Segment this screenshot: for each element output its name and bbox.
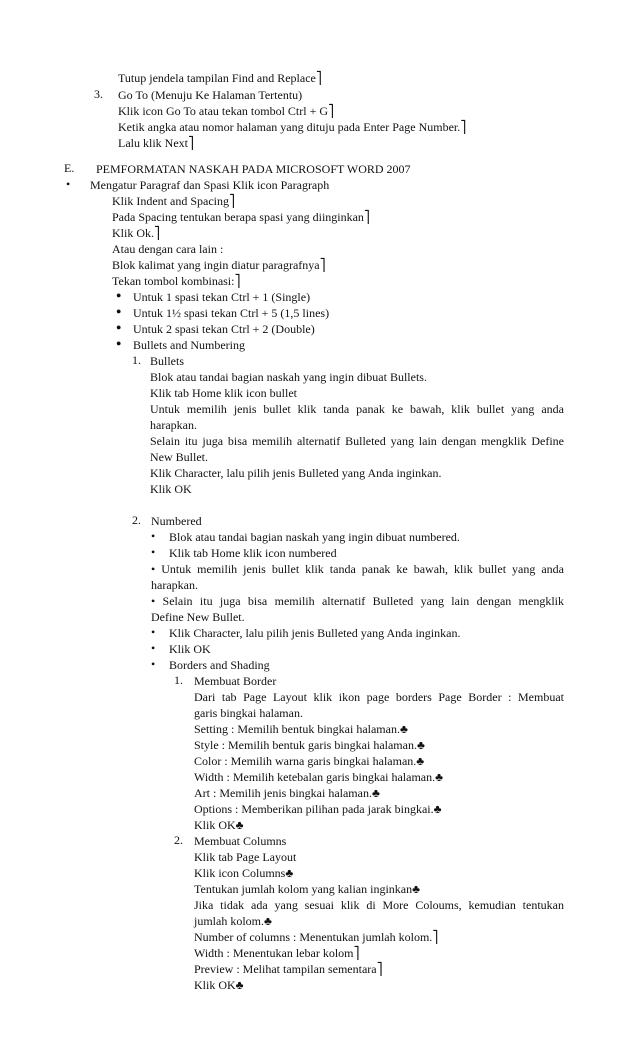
text-line: Klik icon Go To atau tekan tombol Ctrl + G⎤ (118, 104, 335, 118)
text-line: • Selain itu juga bisa memilih alternatif Bulleted yang lain dengan mengklik (151, 594, 564, 608)
text-line: Setting : Memilih bentuk bingkai halaman.♣ (194, 722, 408, 736)
list-item-text: Mengatur Paragraf dan Spasi Klik icon Paragraph (90, 178, 330, 192)
text-line: Ketik angka atau nomor halaman yang dituju pada Enter Page Number.⎤ (118, 120, 467, 134)
list-item-text: Numbered (151, 514, 202, 528)
bullet-marker: • (151, 545, 156, 559)
text-line: Klik OK♣ (194, 818, 244, 832)
text-line: Style : Memilih bentuk garis bingkai halaman.♣ (194, 738, 425, 752)
text-line: Dari tab Page Layout klik ikon page borders Page Border : Membuat (194, 690, 564, 704)
bullet-marker: • (151, 529, 156, 543)
bullet-marker: • (151, 641, 156, 655)
list-item-text: Go To (Menuju Ke Halaman Tertentu) (118, 88, 303, 102)
text-line: Define New Bullet. (151, 610, 245, 624)
text-line: Klik tab Page Layout (194, 850, 297, 864)
list-item-text: Bullets (150, 354, 185, 368)
section-heading: PEMFORMATAN NASKAH PADA MICROSOFT WORD 2007 (96, 162, 411, 176)
section-letter: E. (64, 161, 75, 175)
list-number: 1. (132, 353, 141, 367)
list-item-text: Bullets and Numbering (133, 338, 245, 352)
text-line: Width : Menentukan lebar kolom⎤ (194, 946, 360, 960)
text-line: Untuk memilih jenis bullet klik tanda panak ke bawah, klik bullet yang anda (150, 402, 564, 416)
text-line: garis bingkai halaman. (194, 706, 303, 720)
text-line: Tekan tombol kombinasi:⎤ (112, 274, 241, 288)
list-number: 2. (174, 833, 183, 847)
list-item-text: Klik tab Home klik icon numbered (169, 546, 337, 560)
text-line: Number of columns : Menentukan jumlah kolom.⎤ (194, 930, 439, 944)
bullet-marker: ● (116, 338, 122, 348)
text-line: jumlah kolom.♣ (194, 914, 272, 928)
text-line: Lalu klik Next⎤ (118, 136, 194, 150)
text-line: Klik OK♣ (194, 978, 244, 992)
list-item-text: Borders and Shading (169, 658, 270, 672)
text-line: New Bullet. (150, 450, 208, 464)
text-line: Tutup jendela tampilan Find and Replace⎤ (118, 71, 322, 85)
list-item-text: Klik Character, lalu pilih jenis Bulleted yang Anda inginkan. (169, 626, 461, 640)
bullet-marker: ● (116, 290, 122, 300)
text-line: Tentukan jumlah kolom yang kalian inginkan♣ (194, 882, 420, 896)
text-line: Atau dengan cara lain : (112, 242, 224, 256)
list-item-text: Membuat Columns (194, 834, 287, 848)
list-item-text: Untuk 1½ spasi tekan Ctrl + 5 (1,5 lines) (133, 306, 330, 320)
text-line: Klik Ok.⎤ (112, 226, 160, 240)
list-item-text: Untuk 2 spasi tekan Ctrl + 2 (Double) (133, 322, 315, 336)
list-item-text: Untuk 1 spasi tekan Ctrl + 1 (Single) (133, 290, 311, 304)
bullet-marker: • (151, 657, 156, 671)
bullet-marker: • (66, 177, 71, 191)
bullet-marker: ● (116, 306, 122, 316)
text-line: Blok atau tandai bagian naskah yang ingin dibuat Bullets. (150, 370, 427, 384)
text-line: Options : Memberikan pilihan pada jarak bingkai.♣ (194, 802, 442, 816)
list-item-text: Membuat Border (194, 674, 277, 688)
text-line: Width : Memilih ketebalan garis bingkai halaman.♣ (194, 770, 443, 784)
bullet-marker: ● (116, 322, 122, 332)
text-line: Pada Spacing tentukan berapa spasi yang diinginkan⎤ (112, 210, 370, 224)
text-line: Preview : Melihat tampilan sementara⎤ (194, 962, 383, 976)
bullet-marker: • (151, 625, 156, 639)
text-line: Klik icon Columns♣ (194, 866, 294, 880)
text-line: Color : Memilih warna garis bingkai halaman.♣ (194, 754, 425, 768)
list-number: 3. (94, 87, 103, 101)
text-line: harapkan. (151, 578, 198, 592)
text-line: Selain itu juga bisa memilih alternatif Bulleted yang lain dengan mengklik Define (150, 434, 564, 448)
text-line: Jika tidak ada yang sesuai klik di More Coloums, kemudian tentukan (194, 898, 564, 912)
text-line: harapkan. (150, 418, 197, 432)
list-number: 1. (174, 673, 183, 687)
text-line: Klik Indent and Spacing⎤ (112, 194, 235, 208)
text-line: Blok kalimat yang ingin diatur paragrafnya⎤ (112, 258, 326, 272)
list-number: 2. (132, 513, 141, 527)
list-item-text: Blok atau tandai bagian naskah yang ingin dibuat numbered. (169, 530, 460, 544)
text-line: Art : Memilih jenis bingkai halaman.♣ (194, 786, 380, 800)
text-line: Klik OK (150, 482, 192, 496)
text-line: Klik tab Home klik icon bullet (150, 386, 297, 400)
text-line: • Untuk memilih jenis bullet klik tanda panak ke bawah, klik bullet yang anda (151, 562, 564, 576)
text-line: Klik Character, lalu pilih jenis Bulleted yang Anda inginkan. (150, 466, 442, 480)
list-item-text: Klik OK (169, 642, 211, 656)
